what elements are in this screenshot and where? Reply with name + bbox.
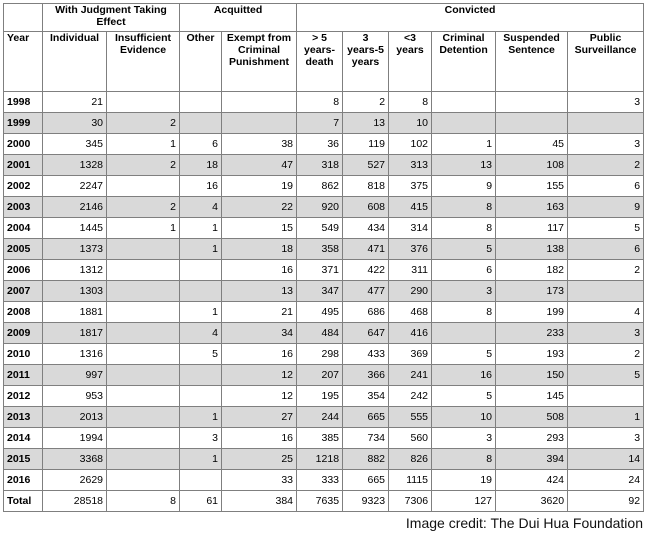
cell-exempt: 18 <box>222 239 297 260</box>
cell-insufficient-evidence <box>107 365 180 386</box>
cell-exempt: 21 <box>222 302 297 323</box>
cell-criminal-detention: 127 <box>432 491 496 512</box>
cell-over-5-years: 36 <box>297 134 343 155</box>
cell-suspended-sentence: 173 <box>496 281 568 302</box>
cell-other: 1 <box>180 407 222 428</box>
cell-criminal-detention: 9 <box>432 176 496 197</box>
cell-exempt: 27 <box>222 407 297 428</box>
cell-under-3-years: 555 <box>389 407 432 428</box>
table-row <box>4 218 644 239</box>
cell-other <box>180 365 222 386</box>
cell-over-5-years: 318 <box>297 155 343 176</box>
cell-criminal-detention: 5 <box>432 344 496 365</box>
cell-exempt: 15 <box>222 218 297 239</box>
cell-year: 2000 <box>4 134 43 155</box>
cell-exempt: 34 <box>222 323 297 344</box>
cell-public-surveillance: 9 <box>568 197 644 218</box>
cell-over-5-years: 484 <box>297 323 343 344</box>
cell-insufficient-evidence: 1 <box>107 134 180 155</box>
cell-3-to-5-years: 119 <box>343 134 389 155</box>
cell-other: 3 <box>180 428 222 449</box>
cell-under-3-years: 375 <box>389 176 432 197</box>
cell-individual: 2629 <box>43 470 107 491</box>
cell-public-surveillance <box>568 386 644 407</box>
cell-criminal-detention: 8 <box>432 218 496 239</box>
cell-insufficient-evidence <box>107 428 180 449</box>
image-credit: Image credit: The Dui Hua Foundation <box>405 515 643 531</box>
cell-individual: 1881 <box>43 302 107 323</box>
cell-individual: 30 <box>43 113 107 134</box>
cell-exempt: 16 <box>222 428 297 449</box>
table-row <box>4 281 644 302</box>
cell-under-3-years: 560 <box>389 428 432 449</box>
cell-under-3-years: 311 <box>389 260 432 281</box>
cell-criminal-detention <box>432 113 496 134</box>
group-header-row <box>4 4 644 32</box>
cell-criminal-detention: 6 <box>432 260 496 281</box>
cell-suspended-sentence: 117 <box>496 218 568 239</box>
column-header-exempt: Exempt from Criminal Punishment <box>222 32 297 92</box>
cell-suspended-sentence: 138 <box>496 239 568 260</box>
cell-suspended-sentence: 233 <box>496 323 568 344</box>
cell-suspended-sentence: 108 <box>496 155 568 176</box>
cell-year: 2008 <box>4 302 43 323</box>
cell-insufficient-evidence: 2 <box>107 197 180 218</box>
table-row <box>4 449 644 470</box>
cell-over-5-years: 920 <box>297 197 343 218</box>
cell-year: 2002 <box>4 176 43 197</box>
cell-other: 1 <box>180 302 222 323</box>
cell-suspended-sentence: 45 <box>496 134 568 155</box>
cell-public-surveillance <box>568 281 644 302</box>
column-header-over-5-years: > 5 years-death <box>297 32 343 92</box>
group-header-with-judgment: With Judgment Taking Effect <box>43 4 180 32</box>
cell-other: 1 <box>180 218 222 239</box>
cell-year: Total <box>4 491 43 512</box>
cell-exempt: 16 <box>222 344 297 365</box>
cell-year: 2012 <box>4 386 43 407</box>
cell-public-surveillance: 2 <box>568 155 644 176</box>
cell-public-surveillance: 5 <box>568 365 644 386</box>
cell-over-5-years: 195 <box>297 386 343 407</box>
cell-under-3-years: 415 <box>389 197 432 218</box>
cell-individual: 953 <box>43 386 107 407</box>
cell-exempt <box>222 113 297 134</box>
table-row <box>4 428 644 449</box>
cell-public-surveillance: 14 <box>568 449 644 470</box>
column-header-public-surveillance: Public Surveillance <box>568 32 644 92</box>
cell-exempt: 25 <box>222 449 297 470</box>
cell-suspended-sentence: 193 <box>496 344 568 365</box>
cell-other: 18 <box>180 155 222 176</box>
table-row <box>4 260 644 281</box>
table-row <box>4 92 644 113</box>
cell-insufficient-evidence: 8 <box>107 491 180 512</box>
cell-year: 2011 <box>4 365 43 386</box>
cell-criminal-detention: 3 <box>432 428 496 449</box>
cell-public-surveillance: 6 <box>568 239 644 260</box>
cell-under-3-years: 290 <box>389 281 432 302</box>
cell-other <box>180 470 222 491</box>
table-row <box>4 470 644 491</box>
cell-insufficient-evidence <box>107 302 180 323</box>
cell-over-5-years: 1218 <box>297 449 343 470</box>
cell-over-5-years: 385 <box>297 428 343 449</box>
cell-other: 1 <box>180 239 222 260</box>
cell-insufficient-evidence <box>107 176 180 197</box>
cell-individual: 21 <box>43 92 107 113</box>
cell-criminal-detention: 5 <box>432 239 496 260</box>
cell-year: 2016 <box>4 470 43 491</box>
cell-public-surveillance: 3 <box>568 92 644 113</box>
cell-criminal-detention <box>432 92 496 113</box>
cell-individual: 28518 <box>43 491 107 512</box>
cell-3-to-5-years: 608 <box>343 197 389 218</box>
cell-public-surveillance: 3 <box>568 323 644 344</box>
cell-3-to-5-years: 882 <box>343 449 389 470</box>
cell-other: 4 <box>180 323 222 344</box>
cell-public-surveillance: 24 <box>568 470 644 491</box>
cell-suspended-sentence: 182 <box>496 260 568 281</box>
cell-over-5-years: 207 <box>297 365 343 386</box>
cell-insufficient-evidence: 2 <box>107 113 180 134</box>
cell-insufficient-evidence: 2 <box>107 155 180 176</box>
cell-over-5-years: 495 <box>297 302 343 323</box>
column-header-under-3-years: <3 years <box>389 32 432 92</box>
cell-over-5-years: 7635 <box>297 491 343 512</box>
cell-over-5-years: 549 <box>297 218 343 239</box>
cell-year: 2009 <box>4 323 43 344</box>
cell-individual: 2146 <box>43 197 107 218</box>
cell-exempt: 13 <box>222 281 297 302</box>
cell-criminal-detention: 19 <box>432 470 496 491</box>
table-row <box>4 155 644 176</box>
cell-insufficient-evidence <box>107 470 180 491</box>
group-header-convicted: Convicted <box>297 4 644 32</box>
cell-other <box>180 113 222 134</box>
cell-under-3-years: 7306 <box>389 491 432 512</box>
cell-public-surveillance: 92 <box>568 491 644 512</box>
cell-individual: 997 <box>43 365 107 386</box>
cell-insufficient-evidence <box>107 386 180 407</box>
cell-suspended-sentence: 163 <box>496 197 568 218</box>
cell-insufficient-evidence <box>107 323 180 344</box>
cell-over-5-years: 244 <box>297 407 343 428</box>
cell-public-surveillance: 4 <box>568 302 644 323</box>
group-header-acquitted: Acquitted <box>180 4 297 32</box>
cell-individual: 1316 <box>43 344 107 365</box>
cell-under-3-years: 314 <box>389 218 432 239</box>
table-row <box>4 239 644 260</box>
table-row <box>4 134 644 155</box>
cell-individual: 1994 <box>43 428 107 449</box>
cell-under-3-years: 369 <box>389 344 432 365</box>
column-header-row <box>4 32 644 92</box>
cell-exempt: 47 <box>222 155 297 176</box>
cell-criminal-detention: 10 <box>432 407 496 428</box>
total-row <box>4 491 644 512</box>
column-header-individual: Individual <box>43 32 107 92</box>
cell-under-3-years: 826 <box>389 449 432 470</box>
cell-insufficient-evidence <box>107 344 180 365</box>
column-header-insufficient-evidence: Insufficient Evidence <box>107 32 180 92</box>
cell-over-5-years: 371 <box>297 260 343 281</box>
cell-under-3-years: 1115 <box>389 470 432 491</box>
cell-other: 61 <box>180 491 222 512</box>
cell-over-5-years: 347 <box>297 281 343 302</box>
cell-other: 16 <box>180 176 222 197</box>
statistics-table <box>3 3 644 512</box>
cell-year: 2001 <box>4 155 43 176</box>
table-row <box>4 407 644 428</box>
table-row <box>4 344 644 365</box>
cell-suspended-sentence: 155 <box>496 176 568 197</box>
cell-other: 5 <box>180 344 222 365</box>
cell-insufficient-evidence <box>107 449 180 470</box>
cell-individual: 345 <box>43 134 107 155</box>
cell-under-3-years: 313 <box>389 155 432 176</box>
cell-individual: 1445 <box>43 218 107 239</box>
cell-public-surveillance: 3 <box>568 428 644 449</box>
cell-year: 2006 <box>4 260 43 281</box>
cell-other: 4 <box>180 197 222 218</box>
cell-3-to-5-years: 366 <box>343 365 389 386</box>
cell-public-surveillance: 6 <box>568 176 644 197</box>
cell-3-to-5-years: 665 <box>343 470 389 491</box>
cell-suspended-sentence: 293 <box>496 428 568 449</box>
cell-suspended-sentence: 150 <box>496 365 568 386</box>
cell-over-5-years: 862 <box>297 176 343 197</box>
cell-year: 1999 <box>4 113 43 134</box>
cell-public-surveillance: 1 <box>568 407 644 428</box>
table-row <box>4 113 644 134</box>
table-row <box>4 323 644 344</box>
cell-public-surveillance: 2 <box>568 260 644 281</box>
cell-exempt <box>222 92 297 113</box>
cell-3-to-5-years: 734 <box>343 428 389 449</box>
cell-exempt: 384 <box>222 491 297 512</box>
cell-insufficient-evidence <box>107 281 180 302</box>
cell-year: 2007 <box>4 281 43 302</box>
column-header-year: Year <box>4 32 43 92</box>
table-body <box>4 92 644 512</box>
cell-criminal-detention: 13 <box>432 155 496 176</box>
cell-over-5-years: 358 <box>297 239 343 260</box>
cell-year: 1998 <box>4 92 43 113</box>
cell-individual: 2247 <box>43 176 107 197</box>
cell-public-surveillance: 5 <box>568 218 644 239</box>
cell-under-3-years: 416 <box>389 323 432 344</box>
cell-year: 2015 <box>4 449 43 470</box>
cell-3-to-5-years: 422 <box>343 260 389 281</box>
cell-insufficient-evidence: 1 <box>107 218 180 239</box>
cell-insufficient-evidence <box>107 260 180 281</box>
cell-over-5-years: 8 <box>297 92 343 113</box>
cell-individual: 2013 <box>43 407 107 428</box>
cell-insufficient-evidence <box>107 239 180 260</box>
cell-criminal-detention <box>432 323 496 344</box>
cell-suspended-sentence: 199 <box>496 302 568 323</box>
cell-3-to-5-years: 354 <box>343 386 389 407</box>
table-row <box>4 302 644 323</box>
cell-suspended-sentence: 145 <box>496 386 568 407</box>
cell-other <box>180 260 222 281</box>
cell-individual: 1328 <box>43 155 107 176</box>
cell-individual: 1817 <box>43 323 107 344</box>
cell-year: 2004 <box>4 218 43 239</box>
cell-3-to-5-years: 433 <box>343 344 389 365</box>
cell-public-surveillance: 2 <box>568 344 644 365</box>
cell-exempt: 12 <box>222 365 297 386</box>
cell-3-to-5-years: 527 <box>343 155 389 176</box>
cell-year: 2013 <box>4 407 43 428</box>
cell-3-to-5-years: 434 <box>343 218 389 239</box>
cell-year: 2005 <box>4 239 43 260</box>
cell-under-3-years: 8 <box>389 92 432 113</box>
cell-individual: 1303 <box>43 281 107 302</box>
cell-exempt: 33 <box>222 470 297 491</box>
cell-3-to-5-years: 686 <box>343 302 389 323</box>
cell-exempt: 16 <box>222 260 297 281</box>
group-header-blank <box>4 4 43 32</box>
cell-year: 2014 <box>4 428 43 449</box>
cell-individual: 1373 <box>43 239 107 260</box>
cell-other: 1 <box>180 449 222 470</box>
cell-under-3-years: 241 <box>389 365 432 386</box>
cell-public-surveillance <box>568 113 644 134</box>
cell-exempt: 12 <box>222 386 297 407</box>
cell-over-5-years: 333 <box>297 470 343 491</box>
cell-individual: 1312 <box>43 260 107 281</box>
cell-criminal-detention: 3 <box>432 281 496 302</box>
cell-suspended-sentence: 424 <box>496 470 568 491</box>
table-row <box>4 365 644 386</box>
cell-over-5-years: 298 <box>297 344 343 365</box>
cell-3-to-5-years: 9323 <box>343 491 389 512</box>
column-header-3-to-5-years: 3 years-5 years <box>343 32 389 92</box>
cell-under-3-years: 376 <box>389 239 432 260</box>
table-row <box>4 197 644 218</box>
cell-suspended-sentence <box>496 113 568 134</box>
cell-under-3-years: 10 <box>389 113 432 134</box>
column-header-criminal-detention: Criminal Detention <box>432 32 496 92</box>
cell-suspended-sentence: 508 <box>496 407 568 428</box>
cell-exempt: 38 <box>222 134 297 155</box>
cell-3-to-5-years: 665 <box>343 407 389 428</box>
cell-suspended-sentence <box>496 92 568 113</box>
cell-criminal-detention: 1 <box>432 134 496 155</box>
cell-under-3-years: 242 <box>389 386 432 407</box>
cell-exempt: 19 <box>222 176 297 197</box>
table-row <box>4 386 644 407</box>
cell-year: 2010 <box>4 344 43 365</box>
cell-public-surveillance: 3 <box>568 134 644 155</box>
cell-exempt: 22 <box>222 197 297 218</box>
cell-other <box>180 386 222 407</box>
cell-criminal-detention: 8 <box>432 449 496 470</box>
column-header-suspended-sentence: Suspended Sentence <box>496 32 568 92</box>
table-row <box>4 176 644 197</box>
cell-3-to-5-years: 2 <box>343 92 389 113</box>
column-header-other: Other <box>180 32 222 92</box>
cell-suspended-sentence: 3620 <box>496 491 568 512</box>
cell-suspended-sentence: 394 <box>496 449 568 470</box>
cell-individual: 3368 <box>43 449 107 470</box>
cell-criminal-detention: 5 <box>432 386 496 407</box>
cell-criminal-detention: 16 <box>432 365 496 386</box>
cell-3-to-5-years: 471 <box>343 239 389 260</box>
cell-year: 2003 <box>4 197 43 218</box>
cell-criminal-detention: 8 <box>432 302 496 323</box>
cell-insufficient-evidence <box>107 407 180 428</box>
cell-other: 6 <box>180 134 222 155</box>
cell-other <box>180 281 222 302</box>
cell-3-to-5-years: 477 <box>343 281 389 302</box>
cell-3-to-5-years: 818 <box>343 176 389 197</box>
cell-3-to-5-years: 13 <box>343 113 389 134</box>
cell-insufficient-evidence <box>107 92 180 113</box>
cell-criminal-detention: 8 <box>432 197 496 218</box>
cell-under-3-years: 468 <box>389 302 432 323</box>
cell-under-3-years: 102 <box>389 134 432 155</box>
cell-3-to-5-years: 647 <box>343 323 389 344</box>
cell-other <box>180 92 222 113</box>
cell-over-5-years: 7 <box>297 113 343 134</box>
